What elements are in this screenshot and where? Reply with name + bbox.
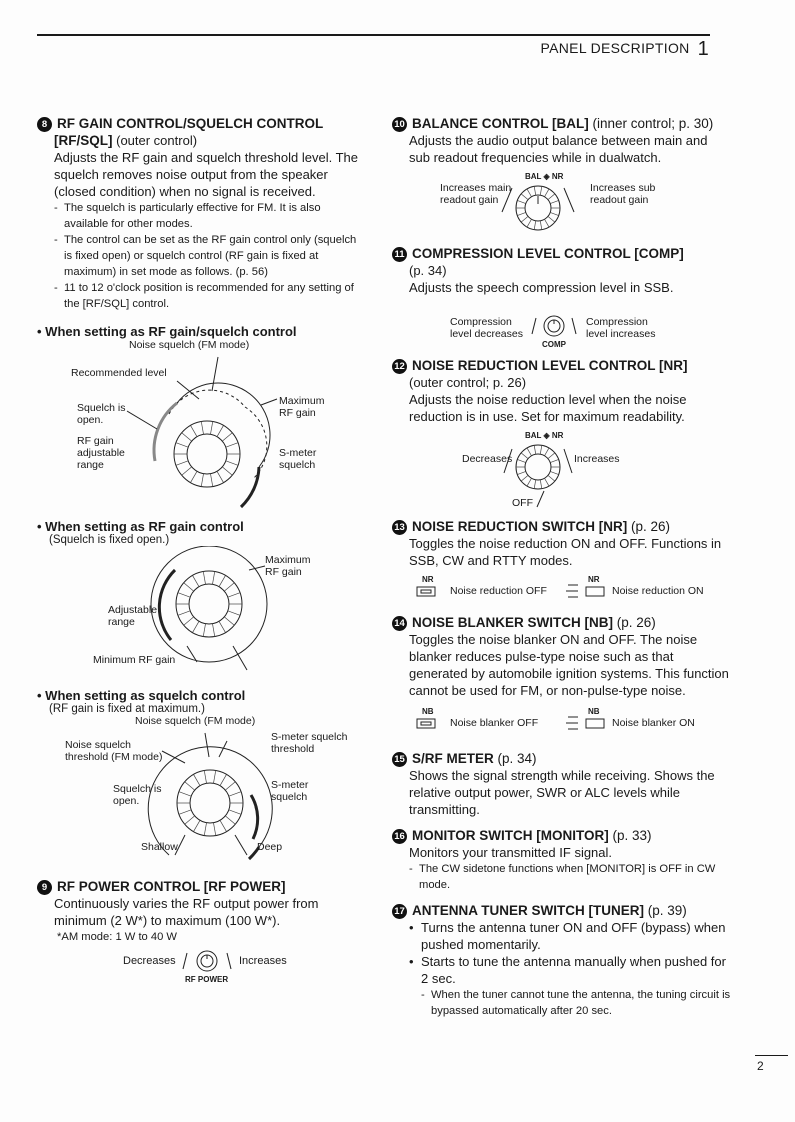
header-title: PANEL DESCRIPTION [540,40,690,56]
fig3-subheading: (RF gain is fixed at maximum.) [49,703,205,715]
fig1-noise-squelch-label: Noise squelch (FM mode) [129,339,250,351]
chapter-number: 1 [697,38,709,60]
section-16-note: - The CW sidetone functions when [MONITOR] is OFF in CW mode. [409,863,716,891]
left-column [37,116,367,985]
comp-knob-label: COMP [542,340,566,349]
nr-key-off: NR [422,575,434,584]
section-14-desc: Toggles the noise blanker ON and OFF. The noise blanker reduces pulse-type noise such as that generated by automobile ignition systems. This function cannot be used for FM, or non-pulse-type noise. [409,632,729,698]
section-17-bullet: • Starts to tune the antenna manually when pushed for 2 sec. [409,954,726,986]
section-17-note: - When the tuner cannot tune the antenna, the tuning circuit is bypassed automatically after 20 sec. [421,989,731,1017]
fig1-maximum-label: Maximum RF gain [279,395,325,419]
rf-power-knob-figure [37,945,367,985]
fig2-adjustable-label: Adjustable range [108,604,158,628]
section-15-desc: Shows the signal strength while receiving. Shows the relative output power, SWR or ALC levels while transmitting. [409,768,715,817]
section-15-number: 15 [392,752,407,767]
nr-key-on: NR [588,575,600,584]
bal-left-label: Increases main readout gain [440,182,512,206]
section-17-number: 17 [392,904,407,919]
section-10-title: 10 BALANCE CONTROL [BAL] (inner control; p. 30) [392,116,732,132]
section-9-number: 9 [37,880,52,895]
section-9-am-note: *AM mode: 1 W to 40 W [57,931,177,943]
fig2-diagram [37,546,367,676]
section-8-note: - The squelch is particularly effective for FM. It is also available for other modes. [54,202,321,230]
fig2-subheading: (Squelch is fixed open.) [49,534,170,546]
fig1-diagram [37,339,367,509]
fig3-smeter-threshold-label: S-meter squelch threshold [271,731,348,755]
section-11-desc: Adjusts the speech compression level in SSB. [409,280,674,295]
fig3-smeter-label: S-meter squelch [271,779,309,803]
section-8-notes [47,200,367,312]
page-header [541,38,709,61]
comp-knob-figure [392,296,732,358]
fig3-deep-label: Deep [257,841,283,853]
section-11-number: 11 [392,247,407,262]
nb-key-on: NB [588,707,600,716]
nr-knob-figure [392,425,732,513]
fig2-heading: • When setting as RF gain control [37,519,244,534]
nb-switch-figure [392,699,732,741]
fig2-maximum-label: Maximum RF gain [265,554,311,578]
section-17-notes [414,987,732,1019]
fig3-squelch-open-label: Squelch is open. [113,783,162,807]
fig2-knob-svg [37,546,367,676]
section-8-number: 8 [37,117,52,132]
section-8-title: 8 RF GAIN CONTROL/SQUELCH CONTROL [37,116,367,132]
section-11-title: 11 COMPRESSION LEVEL CONTROL [COMP] [392,246,732,262]
fig2-minimum-label: Minimum RF gain [93,654,176,666]
nr-knob-label: BAL ◈ NR [525,431,564,440]
bal-knob-figure [392,166,732,242]
rf-power-decreases-label: Decreases [123,955,176,967]
fig3-heading: • When setting as squelch control [37,688,246,703]
section-8-note: - The control can be set as the RF gain control only (squelch is fixed open) or squelch control (RF gain is fixed at maximum) in set mode as follows. (p. 56) [54,234,357,278]
section-17-bullet: • Turns the antenna tuner ON and OFF (bypass) when pushed momentarily. [409,920,726,952]
section-9-desc: Continuously varies the RF output power from minimum (2 W*) to maximum (100 W*). [54,896,319,928]
bal-knob-label: BAL ◈ NR [525,172,564,181]
header-rule [37,34,710,36]
section-12-ref: (outer control; p. 26) [409,375,527,390]
page-number: 2 [757,1059,764,1073]
section-12-title: 12 NOISE REDUCTION LEVEL CONTROL [NR] [392,358,732,374]
nr-on-state-label: Noise reduction ON [612,585,704,597]
nr-decreases-label: Decreases [462,453,513,465]
right-column [392,116,732,1019]
section-14-number: 14 [392,616,407,631]
section-13-number: 13 [392,520,407,535]
section-12-desc: Adjusts the noise reduction level when the noise reduction is in use. Set for maximum readability. [409,392,687,424]
fig3-diagram [37,715,367,875]
section-12-number: 12 [392,359,407,374]
nb-off-state-label: Noise blanker OFF [450,717,539,729]
section-8-subtitle: [RF/SQL] (outer control) [54,133,198,148]
section-9-title: 9 RF POWER CONTROL [RF POWER] [37,879,367,895]
fig1-smeter-label: S-meter squelch [279,447,317,471]
fig3-noise-squelch-label: Noise squelch (FM mode) [135,715,256,727]
section-8-note: - 11 to 12 o'clock position is recommended for any setting of the [RF/SQL] control. [54,282,354,310]
nr-increases-label: Increases [574,453,620,465]
section-14-title: 14 NOISE BLANKER SWITCH [NB] (p. 26) [392,615,732,631]
section-11-ref: (p. 34) [409,263,447,278]
nr-off-state-label: Noise reduction OFF [450,585,547,597]
nr-off-label: OFF [512,497,533,509]
fig1-rf-range-label: RF gain adjustable range [77,435,125,471]
section-13-title: 13 NOISE REDUCTION SWITCH [NR] (p. 26) [392,519,732,535]
rf-power-increases-label: Increases [239,955,287,967]
fig3-threshold-label: Noise squelch threshold (FM mode) [65,739,163,763]
nr-switch-figure [392,569,732,609]
page-number-rule [755,1055,788,1056]
fig3-shallow-label: Shallow [141,841,178,853]
section-16-number: 16 [392,829,407,844]
fig1-squelch-open-label: Squelch is open. [77,402,126,426]
section-17-title: 17 ANTENNA TUNER SWITCH [TUNER] (p. 39) [392,903,732,919]
rf-power-knob-label: RF POWER [185,975,229,984]
section-16-title: 16 MONITOR SWITCH [MONITOR] (p. 33) [392,828,732,844]
section-16-desc: Monitors your transmitted IF signal. [409,845,613,860]
bal-right-label: Increases sub readout gain [590,182,656,206]
nb-on-state-label: Noise blanker ON [612,717,695,729]
section-10-number: 10 [392,117,407,132]
comp-left-label: Compression level decreases [450,316,523,340]
fig1-heading: • When setting as RF gain/squelch control [37,324,297,339]
section-10-desc: Adjusts the audio output balance between main and sub readout frequencies while in dualwatch. [409,133,708,165]
fig1-recommended-label: Recommended level [71,367,167,379]
section-8-desc: Adjusts the RF gain and squelch threshold level. The squelch removes noise output from the speaker (closed condition) when no signal is received. [54,150,358,199]
nb-key-off: NB [422,707,434,716]
section-16-notes [402,861,732,893]
section-15-title: 15 S/RF METER (p. 34) [392,751,732,767]
comp-right-label: Compression level increases [586,316,656,340]
section-13-desc: Toggles the noise reduction ON and OFF. Functions in SSB, CW and RTTY modes. [409,536,722,568]
